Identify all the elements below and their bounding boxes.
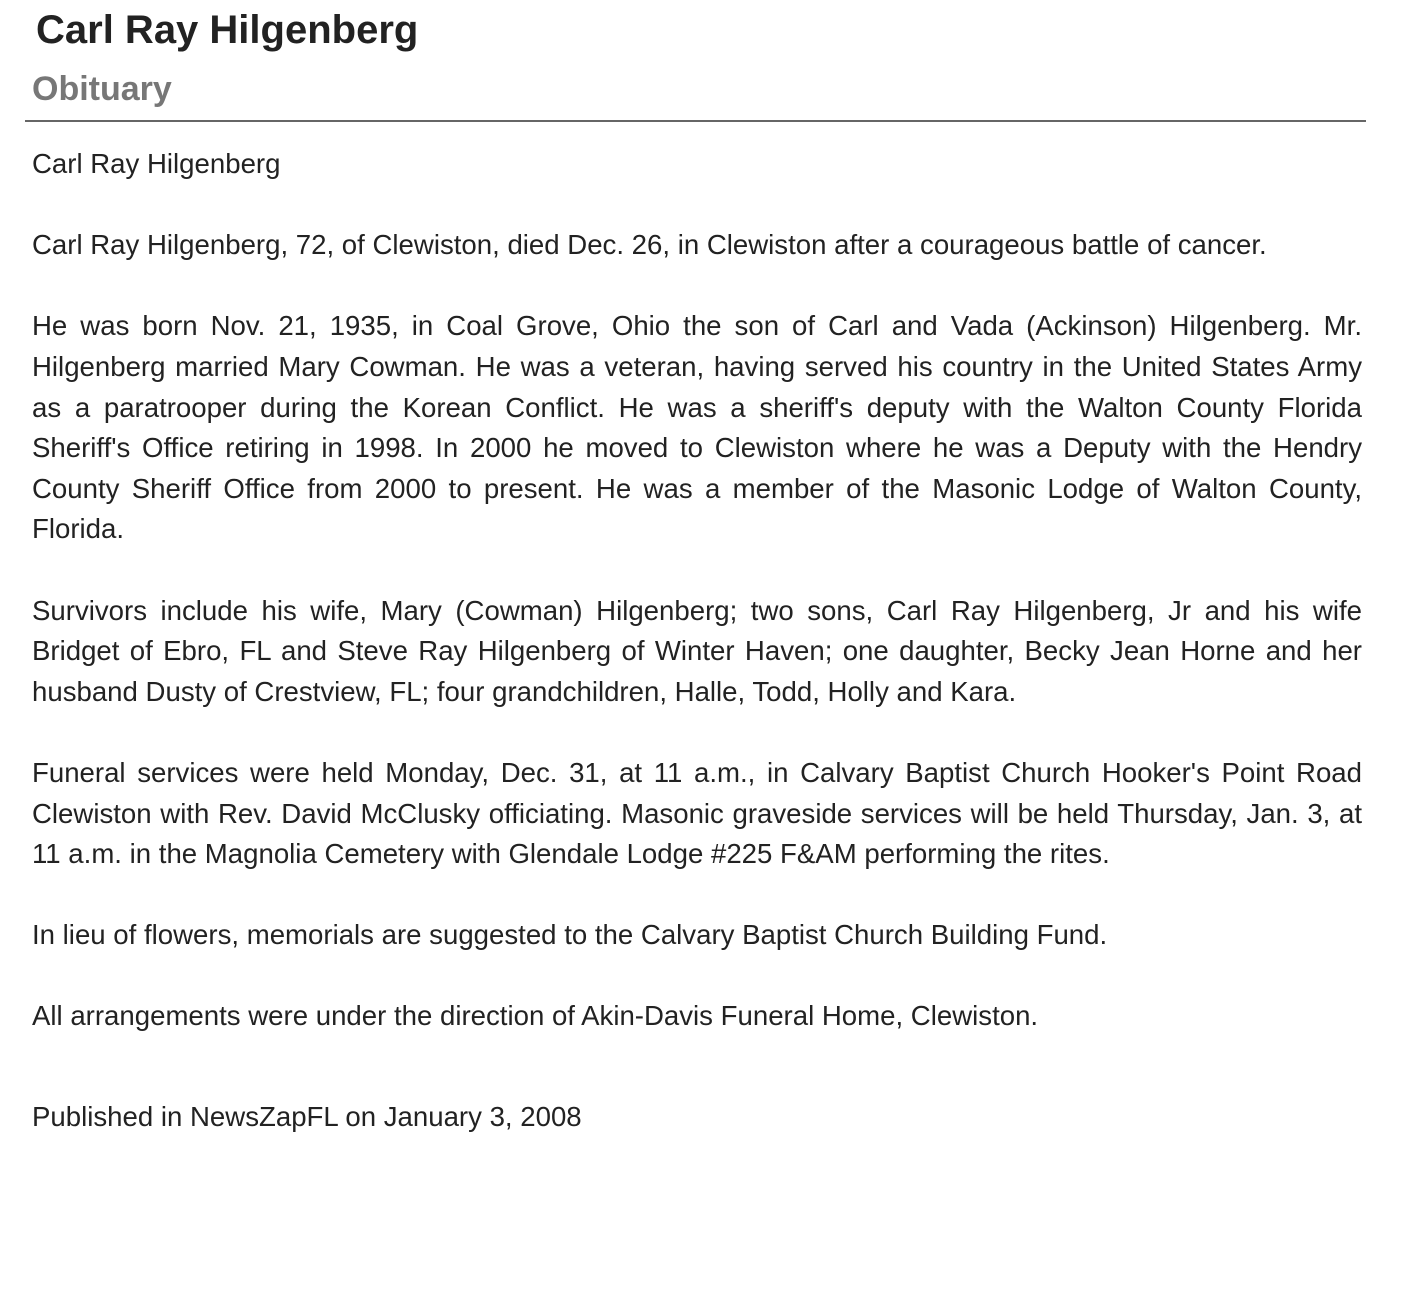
paragraph-biography: He was born Nov. 21, 1935, in Coal Grove, Ohio the son of Carl and Vada (Ackinson) Hilgenberg. Mr. Hilgenberg married Mary Cowman. He was a veteran, having served his country in the United States Army as a paratrooper during the Korean Conflict. He was a sheriff's deputy with the Walton County Florida Sheriff's Office retiring in 1998. In 2000 he moved to Clewiston where he was a Deputy with the Hendry County Sheriff Office from 2000 to present. He was a member of the Masonic Lodge of Walton County, Florida. xyxy=(32,310,1362,545)
paragraph-death: Carl Ray Hilgenberg, 72, of Clewiston, died Dec. 26, in Clewiston after a courageous battle of cancer. xyxy=(32,229,1267,261)
page-title: Carl Ray Hilgenberg xyxy=(36,8,419,52)
paragraph-memorials: In lieu of flowers, memorials are suggested to the Calvary Baptist Church Building Fund. xyxy=(32,919,1108,951)
paragraph-name: Carl Ray Hilgenberg xyxy=(32,148,281,179)
paragraph-services: Funeral services were held Monday, Dec. 31, at 11 a.m., in Calvary Baptist Church Hooker's Point Road Clewiston with Rev. David McClusky officiating. Masonic graveside services will be held Thursday, Jan. 3, at 11 a.m. in the Magnolia Cemetery with Glendale Lodge #225 F&AM performing the rites. xyxy=(32,756,1362,870)
divider xyxy=(25,120,1366,122)
obituary-body xyxy=(32,144,1362,1178)
page-subtitle: Obituary xyxy=(32,70,172,108)
paragraph-survivors: Survivors include his wife, Mary (Cowman) Hilgenberg; two sons, Carl Ray Hilgenberg, Jr and his wife Bridget of Ebro, FL and Steve Ray Hilgenberg of Winter Haven; one daughter, Becky Jean Horne and her husband Dusty of Crestview, FL; four grandchildren, Halle, Todd, Holly and Kara. xyxy=(32,594,1362,707)
paragraph-arrangements: All arrangements were under the direction of Akin-Davis Funeral Home, Clewiston. xyxy=(32,1000,1039,1032)
published-note: Published in NewsZapFL on January 3, 2008 xyxy=(32,1101,582,1133)
